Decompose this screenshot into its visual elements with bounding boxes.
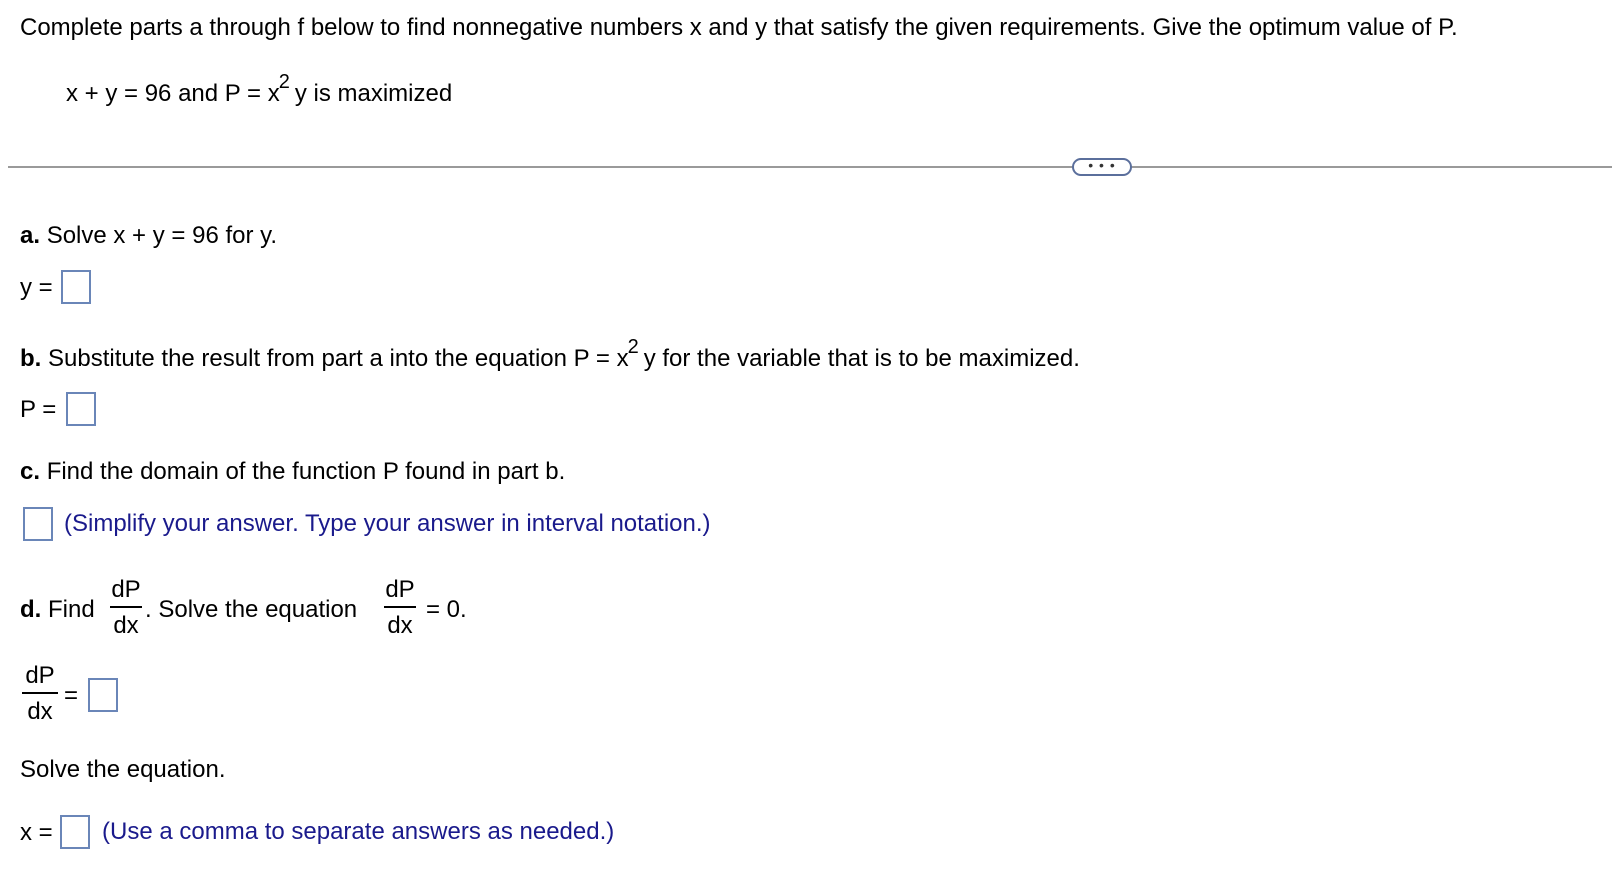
- answer-fraction-numerator: dP: [25, 662, 55, 689]
- problem-statement: [66, 71, 453, 107]
- part-c-hint: (Simplify your answer. Type your answer in interval notation.): [64, 510, 711, 537]
- part-d-mid-text: . Solve the equation: [145, 596, 358, 623]
- part-d-fraction-2: [384, 578, 416, 638]
- fraction-2-numerator: dP: [385, 576, 415, 603]
- problem-post: y is maximized: [294, 80, 453, 107]
- part-c-text: Find the domain of the function P found in part b.: [46, 458, 566, 485]
- part-d-find: [20, 598, 95, 622]
- fraction-2-denominator: dx: [387, 612, 413, 639]
- part-c-prompt: [20, 460, 565, 484]
- part-a-answer-label: y =: [20, 274, 53, 301]
- answer-fraction-denominator: dx: [27, 698, 53, 725]
- part-d-x-hint: (Use a comma to separate answers as needed.): [102, 818, 615, 845]
- part-d-solve-text: Solve the equation.: [20, 756, 226, 783]
- part-d-x-input[interactable]: [60, 815, 90, 849]
- answer-fraction-bar: [22, 692, 58, 694]
- part-d-find-word: Find: [48, 596, 95, 623]
- more-options-button[interactable]: • • •: [1072, 158, 1132, 176]
- part-c-letter: c.: [20, 458, 41, 485]
- problem-pre: x + y = 96 and P = x: [66, 80, 280, 107]
- part-b-answer-label: P =: [20, 396, 57, 423]
- part-b-prompt: [20, 336, 1080, 372]
- part-d-answer-fraction: [22, 664, 58, 724]
- problem-exponent: 2: [278, 71, 290, 93]
- section-divider: [8, 166, 1612, 168]
- fraction-2-bar: [384, 606, 416, 608]
- part-a-prompt: [20, 224, 277, 248]
- part-d-letter: d.: [20, 596, 42, 623]
- part-b-answer-input[interactable]: [66, 392, 96, 426]
- part-c-answer-input[interactable]: [23, 507, 53, 541]
- part-a-letter: a.: [20, 222, 41, 249]
- part-d-derivative-input[interactable]: [88, 678, 118, 712]
- part-d-fraction-1: [110, 578, 142, 638]
- fraction-1-bar: [110, 606, 142, 608]
- part-d-x-label: x =: [20, 819, 53, 846]
- part-b-exponent: 2: [627, 336, 639, 358]
- instructions-text: Complete parts a through f below to find nonnegative numbers x and y that satisfy the given requirements. Give the optimum value of P.: [20, 14, 1458, 41]
- part-b-pre: Substitute the result from part a into the equation P = x: [48, 345, 629, 372]
- part-a-text: Solve x + y = 96 for y.: [46, 222, 278, 249]
- fraction-1-numerator: dP: [111, 576, 141, 603]
- fraction-1-denominator: dx: [113, 612, 139, 639]
- part-d-end-text: = 0.: [426, 596, 467, 623]
- part-a-answer-input[interactable]: [61, 270, 91, 304]
- part-b-post: y for the variable that is to be maximized.: [643, 345, 1080, 372]
- part-d-answer-equals: =: [64, 682, 79, 709]
- part-b-letter: b.: [20, 345, 42, 372]
